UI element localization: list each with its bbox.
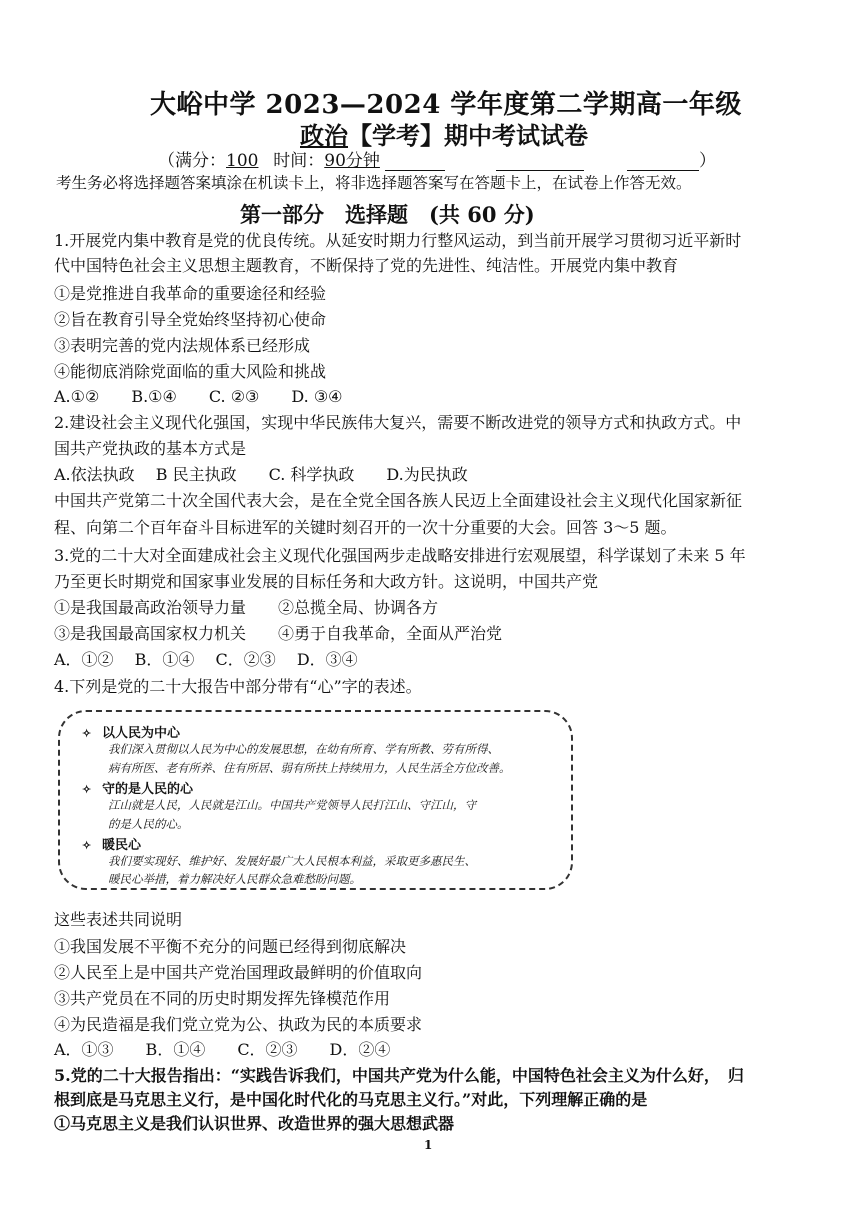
q4-lead: 这些表述共同说明 (54, 910, 183, 929)
intro-line2: 程、向第二个百年奋斗目标进军的关键时刻召开的一次十分重要的大会。回答 3～5 题。 (54, 518, 677, 537)
item-title: 守的是人民的心 (102, 782, 194, 797)
blank-underline (496, 154, 584, 171)
q5-stem-line1: 5.党的二十大报告指出：“实践告诉我们，中国共产党为什么能，中国特色社会主义为什么好， 归 (54, 1066, 744, 1085)
section-title: 第一部分 选择题 (共 60 分) (240, 202, 535, 227)
q3-options-line1: ①是我国最高政治领导力量 ②总揽全局、协调各方 (54, 598, 439, 617)
q4-option-3: ③共产党员在不同的历史时期发挥先锋模范作用 (54, 989, 391, 1008)
q2-stem-line2: 国共产党执政的基本方式是 (54, 439, 247, 458)
blank-underline (385, 154, 445, 171)
diamond-bullet-icon: ✧ (82, 839, 92, 852)
time-label: 时间： (273, 151, 325, 171)
q2-stem-line1: 2.建设社会主义现代化强国，实现中华民族伟大复兴，需要不断改进党的领导方式和执政方式。中 (54, 413, 742, 432)
exam-notice: 考生务必将选择题答案填涂在机读卡上，将非选择题答案写在答题卡上，在试卷上作答无效。 (56, 174, 692, 192)
item-title: 以人民为中心 (102, 726, 181, 741)
q2-choices: A.依法执政 B 民主执政 C. 科学执政 D.为民执政 (54, 465, 468, 484)
box-item-2-line1: 江山就是人民，人民就是江山。中国共产党领导人民打江山、守江山，守 (108, 798, 476, 812)
q1-stem-line2: 代中国特色社会主义思想主题教育，不断保持了党的先进性、纯洁性。开展党内集中教育 (54, 256, 679, 275)
page-number: 1 (424, 1138, 433, 1152)
full-marks-value: 100 (226, 151, 259, 171)
box-item-3-line1: 我们要实现好、维护好、发展好最广大人民根本利益，采取更多惠民生、 (108, 854, 476, 868)
q5-stem-line2: 根到底是马克思主义行，是中国化时代化的马克思主义行。”对此，下列理解正确的是 (54, 1090, 648, 1109)
q1-option-2: ②旨在教育引导全党始终坚持初心使命 (54, 310, 327, 329)
box-item-3-title (82, 834, 141, 853)
box-item-2-title (82, 778, 193, 797)
box-item-1-line1: 我们深入贯彻以人民为中心的发展思想，在幼有所育、学有所教、劳有所得、 (108, 742, 499, 756)
box-item-1-line2: 病有所医、老有所养、住有所居、弱有所扶上持续用力，人民生活全方位改善。 (108, 761, 511, 775)
q3-stem-line2: 乃至更长时期党和国家事业发展的目标任务和大政方针。这说明，中国共产党 (54, 572, 599, 591)
item-title: 暖民心 (102, 838, 142, 853)
q4-option-4: ④为民造福是我们党立党为公、执政为民的本质要求 (54, 1015, 423, 1034)
q1-option-1: ①是党推进自我革命的重要途径和经验 (54, 284, 327, 303)
q1-stem-line1: 1.开展党内集中教育是党的优良传统。从延安时期力行整风运动，到当前开展学习贯彻习近平新时 (54, 231, 742, 250)
quote-box (58, 710, 573, 890)
q3-options-line2: ③是我国最高国家权力机关 ④勇于自我革命，全面从严治党 (54, 624, 503, 643)
q1-option-4: ④能彻底消除党面临的重大风险和挑战 (54, 362, 327, 381)
time-value: 90分钟 (324, 151, 380, 171)
subject-name: 政治 (300, 121, 348, 150)
q4-option-1: ①我国发展不平衡不充分的问题已经得到彻底解决 (54, 937, 407, 956)
exam-meta (158, 146, 716, 171)
q1-option-3: ③表明完善的党内法规体系已经形成 (54, 336, 311, 355)
q3-choices: A．①② B．①④ C．②③ D．③④ (54, 650, 358, 669)
diamond-bullet-icon: ✧ (82, 727, 92, 740)
box-item-3-line2: 暖民心举措，着力解决好人民群众急难愁盼问题。 (108, 872, 361, 886)
exam-type: 【学考】期中考试试卷 (348, 121, 588, 150)
close-paren: ） (698, 151, 716, 171)
full-marks-label: （满分： (158, 151, 226, 171)
q3-stem-line1: 3.党的二十大对全面建成社会主义现代化强国两步走战略安排进行宏观展望，科学谋划了未来 5 年 (54, 546, 746, 565)
diamond-bullet-icon: ✧ (82, 783, 92, 796)
exam-title-line1: 大峪中学 2023—2024 学年度第二学期高一年级 (150, 90, 742, 120)
blank-underline (627, 154, 699, 171)
intro-line1: 中国共产党第二十次全国代表大会，是在全党全国各族人民迈上全面建设社会主义现代化国家新征 (54, 491, 743, 510)
q4-choices: A．①③ B．①④ C．②③ D．②④ (54, 1040, 391, 1059)
q5-option-1: ①马克思主义是我们认识世界、改造世界的强大思想武器 (54, 1114, 455, 1133)
q1-choices: A.①② B.①④ C. ②③ D. ③④ (54, 387, 343, 406)
q4-option-2: ②人民至上是中国共产党治国理政最鲜明的价值取向 (54, 963, 423, 982)
q4-stem: 4.下列是党的二十大报告中部分带有“心”字的表述。 (54, 677, 422, 696)
box-item-2-line2: 的是人民的心。 (108, 817, 189, 831)
box-item-1-title (82, 722, 180, 741)
